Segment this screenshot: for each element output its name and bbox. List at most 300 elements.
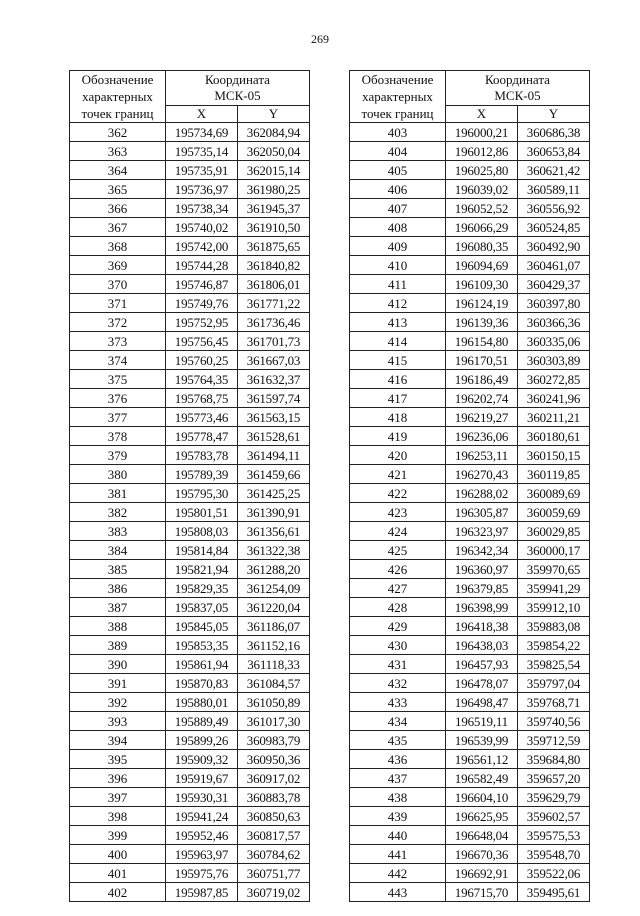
y-coordinate-cell: 361563,15 [238,408,310,427]
table-row [70,788,310,807]
y-coordinate-cell: 359740,56 [518,712,590,731]
x-coordinate-cell: 196323,97 [446,522,518,541]
y-axis-header: Y [518,105,590,122]
table-row [70,655,310,674]
x-coordinate-cell: 195889,49 [166,712,238,731]
x-coordinate-cell: 195909,32 [166,750,238,769]
table-row [70,845,310,864]
point-id-cell: 425 [350,541,446,560]
point-id-cell: 409 [350,237,446,256]
table-row [350,769,590,788]
table-row [70,731,310,750]
y-coordinate-cell: 361425,25 [238,484,310,503]
coordinate-header [166,71,310,106]
x-coordinate-cell: 195801,51 [166,503,238,522]
x-coordinate-cell: 196080,35 [446,237,518,256]
point-id-cell: 424 [350,522,446,541]
y-coordinate-cell: 360621,42 [518,161,590,180]
y-coordinate-cell: 360556,92 [518,199,590,218]
y-coordinate-cell: 359657,20 [518,769,590,788]
x-coordinate-cell: 196000,21 [446,123,518,142]
point-id-cell: 410 [350,256,446,275]
table-row [350,655,590,674]
table-row [350,161,590,180]
point-id-cell: 419 [350,427,446,446]
table-row [350,560,590,579]
point-id-cell: 395 [70,750,166,769]
y-coordinate-cell: 361220,04 [238,598,310,617]
x-coordinate-cell: 196154,80 [446,332,518,351]
y-coordinate-cell: 360366,36 [518,313,590,332]
x-coordinate-cell: 195821,94 [166,560,238,579]
x-coordinate-cell: 196025,80 [446,161,518,180]
y-coordinate-cell: 359970,65 [518,560,590,579]
table-row [70,560,310,579]
coordinate-system: МСК-05 [494,87,541,103]
point-id-cell: 420 [350,446,446,465]
table-row [350,484,590,503]
x-coordinate-cell: 196438,03 [446,636,518,655]
x-coordinate-cell: 195734,69 [166,123,238,142]
y-coordinate-cell: 360089,69 [518,484,590,503]
table-row [70,636,310,655]
x-coordinate-cell: 196253,11 [446,446,518,465]
x-coordinate-cell: 195742,00 [166,237,238,256]
table-row [350,446,590,465]
y-coordinate-cell: 359883,08 [518,617,590,636]
point-id-cell: 422 [350,484,446,503]
table-row [70,579,310,598]
y-coordinate-cell: 361017,30 [238,712,310,731]
point-id-cell: 382 [70,503,166,522]
y-coordinate-cell: 359495,61 [518,883,590,902]
y-coordinate-cell: 360059,69 [518,503,590,522]
coordinates-table-left [69,70,310,902]
table-row [70,712,310,731]
x-coordinate-cell: 196170,51 [446,351,518,370]
x-coordinate-cell: 195845,05 [166,617,238,636]
y-coordinate-cell: 360653,84 [518,142,590,161]
point-id-cell: 396 [70,769,166,788]
point-id-cell: 442 [350,864,446,883]
x-coordinate-cell: 195756,45 [166,332,238,351]
table-row [350,541,590,560]
x-coordinate-cell: 196288,02 [446,484,518,503]
table-row [350,408,590,427]
point-id-cell: 421 [350,465,446,484]
point-id-cell: 376 [70,389,166,408]
x-coordinate-cell: 195768,75 [166,389,238,408]
x-coordinate-cell: 196186,49 [446,370,518,389]
y-coordinate-cell: 360335,06 [518,332,590,351]
x-coordinate-cell: 195930,31 [166,788,238,807]
table-row [70,408,310,427]
point-id-cell: 405 [350,161,446,180]
y-coordinate-cell: 359629,79 [518,788,590,807]
table-row [350,845,590,864]
y-coordinate-cell: 361945,37 [238,199,310,218]
x-coordinate-cell: 195738,34 [166,199,238,218]
x-coordinate-cell: 196236,06 [446,427,518,446]
y-coordinate-cell: 360589,11 [518,180,590,199]
table-row [70,484,310,503]
point-id-cell: 380 [70,465,166,484]
x-coordinate-cell: 196094,69 [446,256,518,275]
point-id-cell: 407 [350,199,446,218]
y-coordinate-cell: 359522,06 [518,864,590,883]
point-id-cell: 391 [70,674,166,693]
table-row [350,237,590,256]
x-coordinate-cell: 196648,04 [446,826,518,845]
y-coordinate-cell: 361356,61 [238,522,310,541]
point-id-cell: 435 [350,731,446,750]
table-row [70,313,310,332]
point-id-cell: 398 [70,807,166,826]
table-row [70,332,310,351]
y-coordinate-cell: 361840,82 [238,256,310,275]
table-row [70,750,310,769]
point-id-cell: 401 [70,864,166,883]
point-id-cell: 423 [350,503,446,522]
y-coordinate-cell: 360397,80 [518,294,590,313]
y-coordinate-cell: 359797,04 [518,674,590,693]
x-coordinate-cell: 195853,35 [166,636,238,655]
point-id-cell: 373 [70,332,166,351]
y-coordinate-cell: 359768,71 [518,693,590,712]
point-id-cell: 390 [70,655,166,674]
x-coordinate-cell: 196202,74 [446,389,518,408]
y-coordinate-cell: 359941,29 [518,579,590,598]
x-coordinate-cell: 195735,91 [166,161,238,180]
y-coordinate-cell: 361152,16 [238,636,310,655]
y-coordinate-cell: 360751,77 [238,864,310,883]
x-coordinate-cell: 195808,03 [166,522,238,541]
x-coordinate-cell: 195752,95 [166,313,238,332]
x-coordinate-cell: 196398,99 [446,598,518,617]
table-row [350,864,590,883]
x-coordinate-cell: 196692,91 [446,864,518,883]
x-coordinate-cell: 196582,49 [446,769,518,788]
point-id-cell: 370 [70,275,166,294]
point-id-cell: 433 [350,693,446,712]
point-id-cell: 440 [350,826,446,845]
point-id-cell: 384 [70,541,166,560]
point-id-cell: 388 [70,617,166,636]
table-row [70,218,310,237]
table-row [70,807,310,826]
point-id-cell: 362 [70,123,166,142]
y-coordinate-cell: 360303,89 [518,351,590,370]
y-coordinate-cell: 360029,85 [518,522,590,541]
y-coordinate-cell: 361528,61 [238,427,310,446]
y-coordinate-cell: 359712,59 [518,731,590,750]
x-coordinate-cell: 195975,76 [166,864,238,883]
y-coordinate-cell: 361632,37 [238,370,310,389]
coordinate-header [446,71,590,106]
point-id-cell: 394 [70,731,166,750]
point-id-cell: 404 [350,142,446,161]
x-coordinate-cell: 195736,97 [166,180,238,199]
x-axis-header: X [166,105,238,122]
x-coordinate-cell: 196139,36 [446,313,518,332]
table-row [350,332,590,351]
table-row [70,465,310,484]
y-coordinate-cell: 359684,80 [518,750,590,769]
table-row [70,256,310,275]
x-coordinate-cell: 196670,36 [446,845,518,864]
point-id-cell: 438 [350,788,446,807]
y-coordinate-cell: 360150,15 [518,446,590,465]
table-row [350,579,590,598]
x-coordinate-cell: 195963,97 [166,845,238,864]
point-id-cell: 392 [70,693,166,712]
y-coordinate-cell: 360180,61 [518,427,590,446]
x-coordinate-cell: 195861,94 [166,655,238,674]
table-row [70,693,310,712]
table-row [70,769,310,788]
point-id-cell: 418 [350,408,446,427]
x-coordinate-cell: 195837,05 [166,598,238,617]
y-coordinate-cell: 360211,21 [518,408,590,427]
point-id-cell: 386 [70,579,166,598]
point-id-cell: 365 [70,180,166,199]
y-coordinate-cell: 361597,74 [238,389,310,408]
table-row [70,199,310,218]
y-coordinate-cell: 360784,62 [238,845,310,864]
point-id-cell: 441 [350,845,446,864]
x-coordinate-cell: 195941,24 [166,807,238,826]
point-id-cell: 393 [70,712,166,731]
point-id-cell: 431 [350,655,446,674]
point-id-cell: 426 [350,560,446,579]
point-id-cell: 375 [70,370,166,389]
point-id-cell: 399 [70,826,166,845]
x-axis-header: X [446,105,518,122]
table-row [350,712,590,731]
x-coordinate-cell: 195870,83 [166,674,238,693]
y-coordinate-cell: 360272,85 [518,370,590,389]
table-row [70,237,310,256]
x-coordinate-cell: 196109,30 [446,275,518,294]
y-coordinate-cell: 360917,02 [238,769,310,788]
y-coordinate-cell: 359912,10 [518,598,590,617]
table-row [70,541,310,560]
y-coordinate-cell: 360429,37 [518,275,590,294]
x-coordinate-cell: 195880,01 [166,693,238,712]
table-row [350,389,590,408]
y-coordinate-cell: 361494,11 [238,446,310,465]
point-id-cell: 406 [350,180,446,199]
point-id-cell: 416 [350,370,446,389]
table-row [350,465,590,484]
table-row [350,693,590,712]
y-coordinate-cell: 360524,85 [518,218,590,237]
table-row [350,522,590,541]
table-row [350,275,590,294]
point-id-cell: 387 [70,598,166,617]
point-id-cell: 367 [70,218,166,237]
table-row [70,598,310,617]
y-coordinate-cell: 361980,25 [238,180,310,199]
coordinate-system: МСК-05 [214,87,261,103]
point-id-cell: 427 [350,579,446,598]
table-row [70,389,310,408]
y-coordinate-cell: 361186,07 [238,617,310,636]
point-id-cell: 389 [70,636,166,655]
point-id-cell: 369 [70,256,166,275]
table-row [350,617,590,636]
y-coordinate-cell: 361322,38 [238,541,310,560]
x-coordinate-cell: 196604,10 [446,788,518,807]
point-id-cell: 381 [70,484,166,503]
point-id-cell: 432 [350,674,446,693]
table-row [350,598,590,617]
table-row [350,218,590,237]
point-id-cell: 415 [350,351,446,370]
y-coordinate-cell: 360686,38 [518,123,590,142]
point-id-cell: 397 [70,788,166,807]
x-coordinate-cell: 196360,97 [446,560,518,579]
table-row [70,294,310,313]
x-coordinate-cell: 196270,43 [446,465,518,484]
x-coordinate-cell: 196305,87 [446,503,518,522]
x-coordinate-cell: 195749,76 [166,294,238,313]
y-coordinate-cell: 361771,22 [238,294,310,313]
y-coordinate-cell: 360461,07 [518,256,590,275]
coordinates-table-right [349,70,590,902]
point-id-cell: 377 [70,408,166,427]
y-coordinate-cell: 359548,70 [518,845,590,864]
point-id-cell: 371 [70,294,166,313]
x-coordinate-cell: 196066,29 [446,218,518,237]
y-coordinate-cell: 359575,53 [518,826,590,845]
point-id-cell: 378 [70,427,166,446]
y-coordinate-cell: 361254,09 [238,579,310,598]
y-coordinate-cell: 361050,89 [238,693,310,712]
x-coordinate-cell: 195778,47 [166,427,238,446]
table-row [70,503,310,522]
table-row [70,161,310,180]
x-coordinate-cell: 196052,52 [446,199,518,218]
table-row [70,275,310,294]
x-coordinate-cell: 195744,28 [166,256,238,275]
table-row [350,883,590,902]
y-coordinate-cell: 360241,96 [518,389,590,408]
y-coordinate-cell: 359825,54 [518,655,590,674]
point-label-header: Обозначение характерных точек границ [70,71,166,123]
y-coordinate-cell: 359602,57 [518,807,590,826]
x-coordinate-cell: 196715,70 [446,883,518,902]
point-id-cell: 428 [350,598,446,617]
table-row [70,142,310,161]
x-coordinate-cell: 195740,02 [166,218,238,237]
table-row [350,674,590,693]
point-id-cell: 411 [350,275,446,294]
x-coordinate-cell: 195735,14 [166,142,238,161]
y-coordinate-cell: 362050,04 [238,142,310,161]
y-coordinate-cell: 360950,36 [238,750,310,769]
x-coordinate-cell: 196625,95 [446,807,518,826]
point-id-cell: 403 [350,123,446,142]
table-row [350,256,590,275]
coordinate-title: Координата [205,71,270,87]
y-coordinate-cell: 361118,33 [238,655,310,674]
x-coordinate-cell: 195829,35 [166,579,238,598]
x-coordinate-cell: 195764,35 [166,370,238,389]
x-coordinate-cell: 196561,12 [446,750,518,769]
y-coordinate-cell: 360817,57 [238,826,310,845]
x-coordinate-cell: 195919,67 [166,769,238,788]
x-coordinate-cell: 196124,19 [446,294,518,313]
table-row [70,674,310,693]
point-id-cell: 363 [70,142,166,161]
y-coordinate-cell: 361910,50 [238,218,310,237]
y-coordinate-cell: 361288,20 [238,560,310,579]
point-id-cell: 414 [350,332,446,351]
y-coordinate-cell: 360000,17 [518,541,590,560]
y-coordinate-cell: 361084,57 [238,674,310,693]
table-row [70,427,310,446]
point-id-cell: 402 [70,883,166,902]
x-coordinate-cell: 196219,27 [446,408,518,427]
x-coordinate-cell: 195760,25 [166,351,238,370]
table-row [350,750,590,769]
point-id-cell: 372 [70,313,166,332]
x-coordinate-cell: 196519,11 [446,712,518,731]
x-coordinate-cell: 196498,47 [446,693,518,712]
table-row [350,636,590,655]
x-coordinate-cell: 196039,02 [446,180,518,199]
table-row [70,617,310,636]
x-coordinate-cell: 195789,39 [166,465,238,484]
point-id-cell: 417 [350,389,446,408]
x-coordinate-cell: 196418,38 [446,617,518,636]
table-row [350,123,590,142]
point-id-cell: 436 [350,750,446,769]
x-coordinate-cell: 196012,86 [446,142,518,161]
point-id-cell: 443 [350,883,446,902]
coordinate-title: Координата [485,71,550,87]
table-row [350,351,590,370]
y-coordinate-cell: 360983,79 [238,731,310,750]
point-id-cell: 412 [350,294,446,313]
table-row [350,199,590,218]
table-row [350,826,590,845]
point-id-cell: 374 [70,351,166,370]
x-coordinate-cell: 195952,46 [166,826,238,845]
y-coordinate-cell: 360883,78 [238,788,310,807]
table-row [350,370,590,389]
table-row [350,427,590,446]
x-coordinate-cell: 196457,93 [446,655,518,674]
table-row [350,731,590,750]
point-id-cell: 413 [350,313,446,332]
x-coordinate-cell: 195795,30 [166,484,238,503]
x-coordinate-cell: 195783,78 [166,446,238,465]
y-coordinate-cell: 360492,90 [518,237,590,256]
y-coordinate-cell: 360850,63 [238,807,310,826]
point-id-cell: 385 [70,560,166,579]
y-coordinate-cell: 361736,46 [238,313,310,332]
table-row [350,503,590,522]
point-id-cell: 379 [70,446,166,465]
point-id-cell: 400 [70,845,166,864]
point-id-cell: 430 [350,636,446,655]
point-label-header: Обозначение характерных точек границ [350,71,446,123]
table-row [70,446,310,465]
table-row [70,883,310,902]
y-coordinate-cell: 361701,73 [238,332,310,351]
